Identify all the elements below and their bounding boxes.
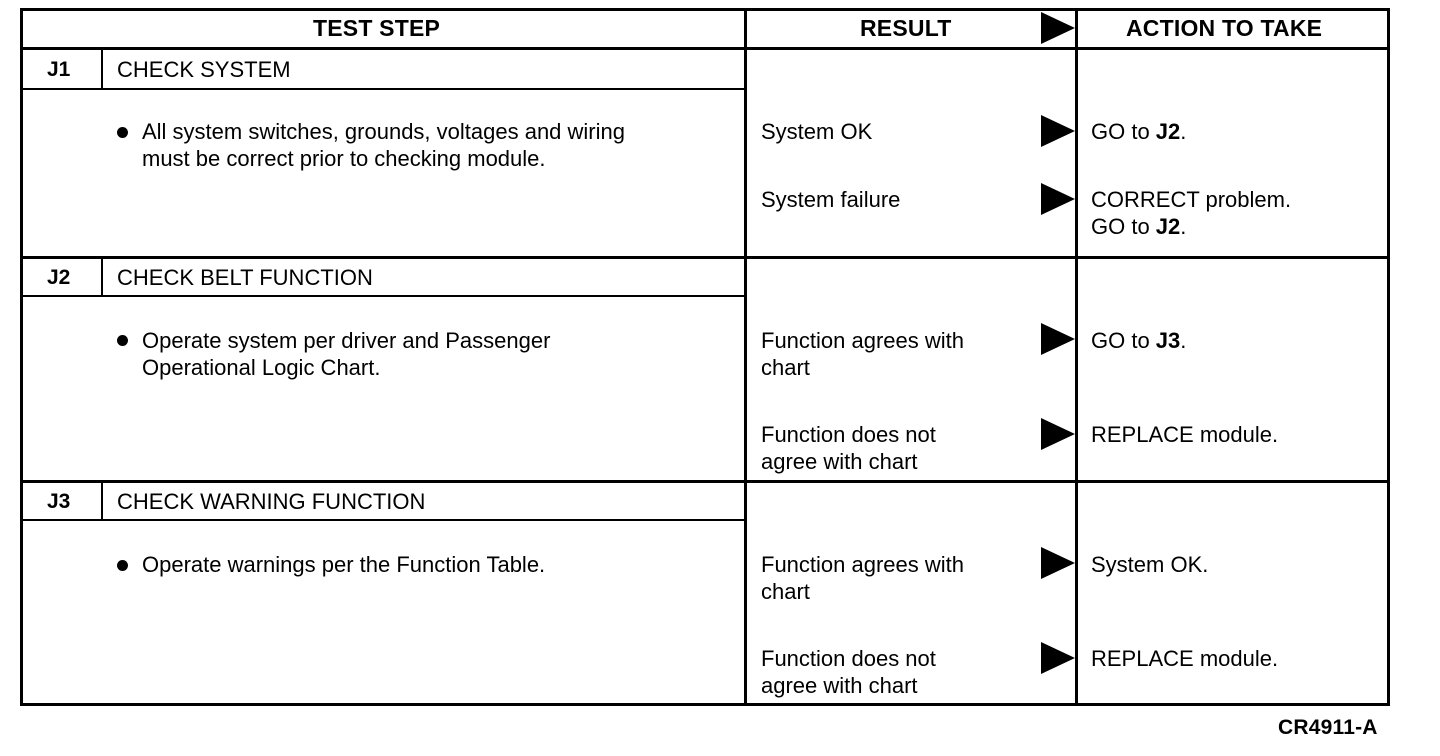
result-j3-1-line2: chart bbox=[761, 579, 810, 604]
step-title-j1: CHECK SYSTEM bbox=[117, 57, 291, 82]
result-j1-1: System OK bbox=[761, 119, 873, 144]
j2-title-underline bbox=[20, 295, 746, 297]
j2-id-divider bbox=[101, 257, 103, 296]
action-j1-2-line2: GO to J2. bbox=[1091, 214, 1187, 239]
j1-title-underline bbox=[20, 88, 746, 90]
j3-title-underline bbox=[20, 519, 746, 521]
section-divider-j3 bbox=[20, 480, 1390, 483]
result-j2-1-line2: chart bbox=[761, 355, 810, 380]
j1-id-divider bbox=[101, 48, 103, 89]
action-j1-1: GO to J2. bbox=[1091, 119, 1187, 144]
instruction-j3-line1: Operate warnings per the Function Table. bbox=[142, 552, 546, 577]
step-id-j1: J1 bbox=[47, 58, 71, 81]
header-test-step: TEST STEP bbox=[313, 15, 441, 41]
result-j2-1-line1: Function agrees with bbox=[761, 328, 964, 353]
action-j3-1: System OK. bbox=[1091, 552, 1209, 577]
instruction-j1-line2: must be correct prior to checking module. bbox=[142, 146, 546, 171]
arrow-icon bbox=[1041, 183, 1075, 215]
table-top-border bbox=[20, 8, 1390, 11]
instruction-j2-line1: Operate system per driver and Passenger bbox=[142, 328, 551, 353]
column-divider-action bbox=[1075, 8, 1078, 706]
arrow-icon bbox=[1041, 418, 1075, 450]
result-j2-2-line2: agree with chart bbox=[761, 449, 918, 474]
result-j3-2-line2: agree with chart bbox=[761, 673, 918, 698]
header-arrow-icon bbox=[1041, 12, 1075, 44]
step-title-j2: CHECK BELT FUNCTION bbox=[117, 265, 373, 290]
header-bottom-border bbox=[20, 47, 1390, 50]
header-action: ACTION TO TAKE bbox=[1126, 15, 1323, 41]
figure-id: CR4911-A bbox=[1278, 716, 1378, 739]
bullet-icon bbox=[117, 127, 128, 138]
arrow-icon bbox=[1041, 115, 1075, 147]
action-j2-1: GO to J3. bbox=[1091, 328, 1187, 353]
arrow-icon bbox=[1041, 323, 1075, 355]
result-j2-2-line1: Function does not bbox=[761, 422, 936, 447]
action-j3-2: REPLACE module. bbox=[1091, 646, 1279, 671]
arrow-icon bbox=[1041, 642, 1075, 674]
step-id-j3: J3 bbox=[47, 490, 71, 513]
result-j3-2-line1: Function does not bbox=[761, 646, 936, 671]
table-bottom-border bbox=[20, 703, 1390, 706]
action-j2-2: REPLACE module. bbox=[1091, 422, 1279, 447]
j3-id-divider bbox=[101, 481, 103, 520]
header-result: RESULT bbox=[860, 15, 952, 41]
result-j3-1-line1: Function agrees with bbox=[761, 552, 964, 577]
arrow-icon bbox=[1041, 547, 1075, 579]
bullet-icon bbox=[117, 560, 128, 571]
instruction-j2-line2: Operational Logic Chart. bbox=[142, 355, 381, 380]
step-title-j3: CHECK WARNING FUNCTION bbox=[117, 489, 426, 514]
step-id-j2: J2 bbox=[47, 266, 71, 289]
column-divider-result bbox=[744, 8, 747, 706]
action-j1-2-line1: CORRECT problem. bbox=[1091, 187, 1292, 212]
result-j1-2: System failure bbox=[761, 187, 901, 212]
section-divider-j2 bbox=[20, 256, 1390, 259]
instruction-j1-line1: All system switches, grounds, voltages and wiring bbox=[142, 119, 625, 144]
table-left-border bbox=[20, 8, 23, 706]
table-right-border bbox=[1387, 8, 1390, 706]
bullet-icon bbox=[117, 335, 128, 346]
